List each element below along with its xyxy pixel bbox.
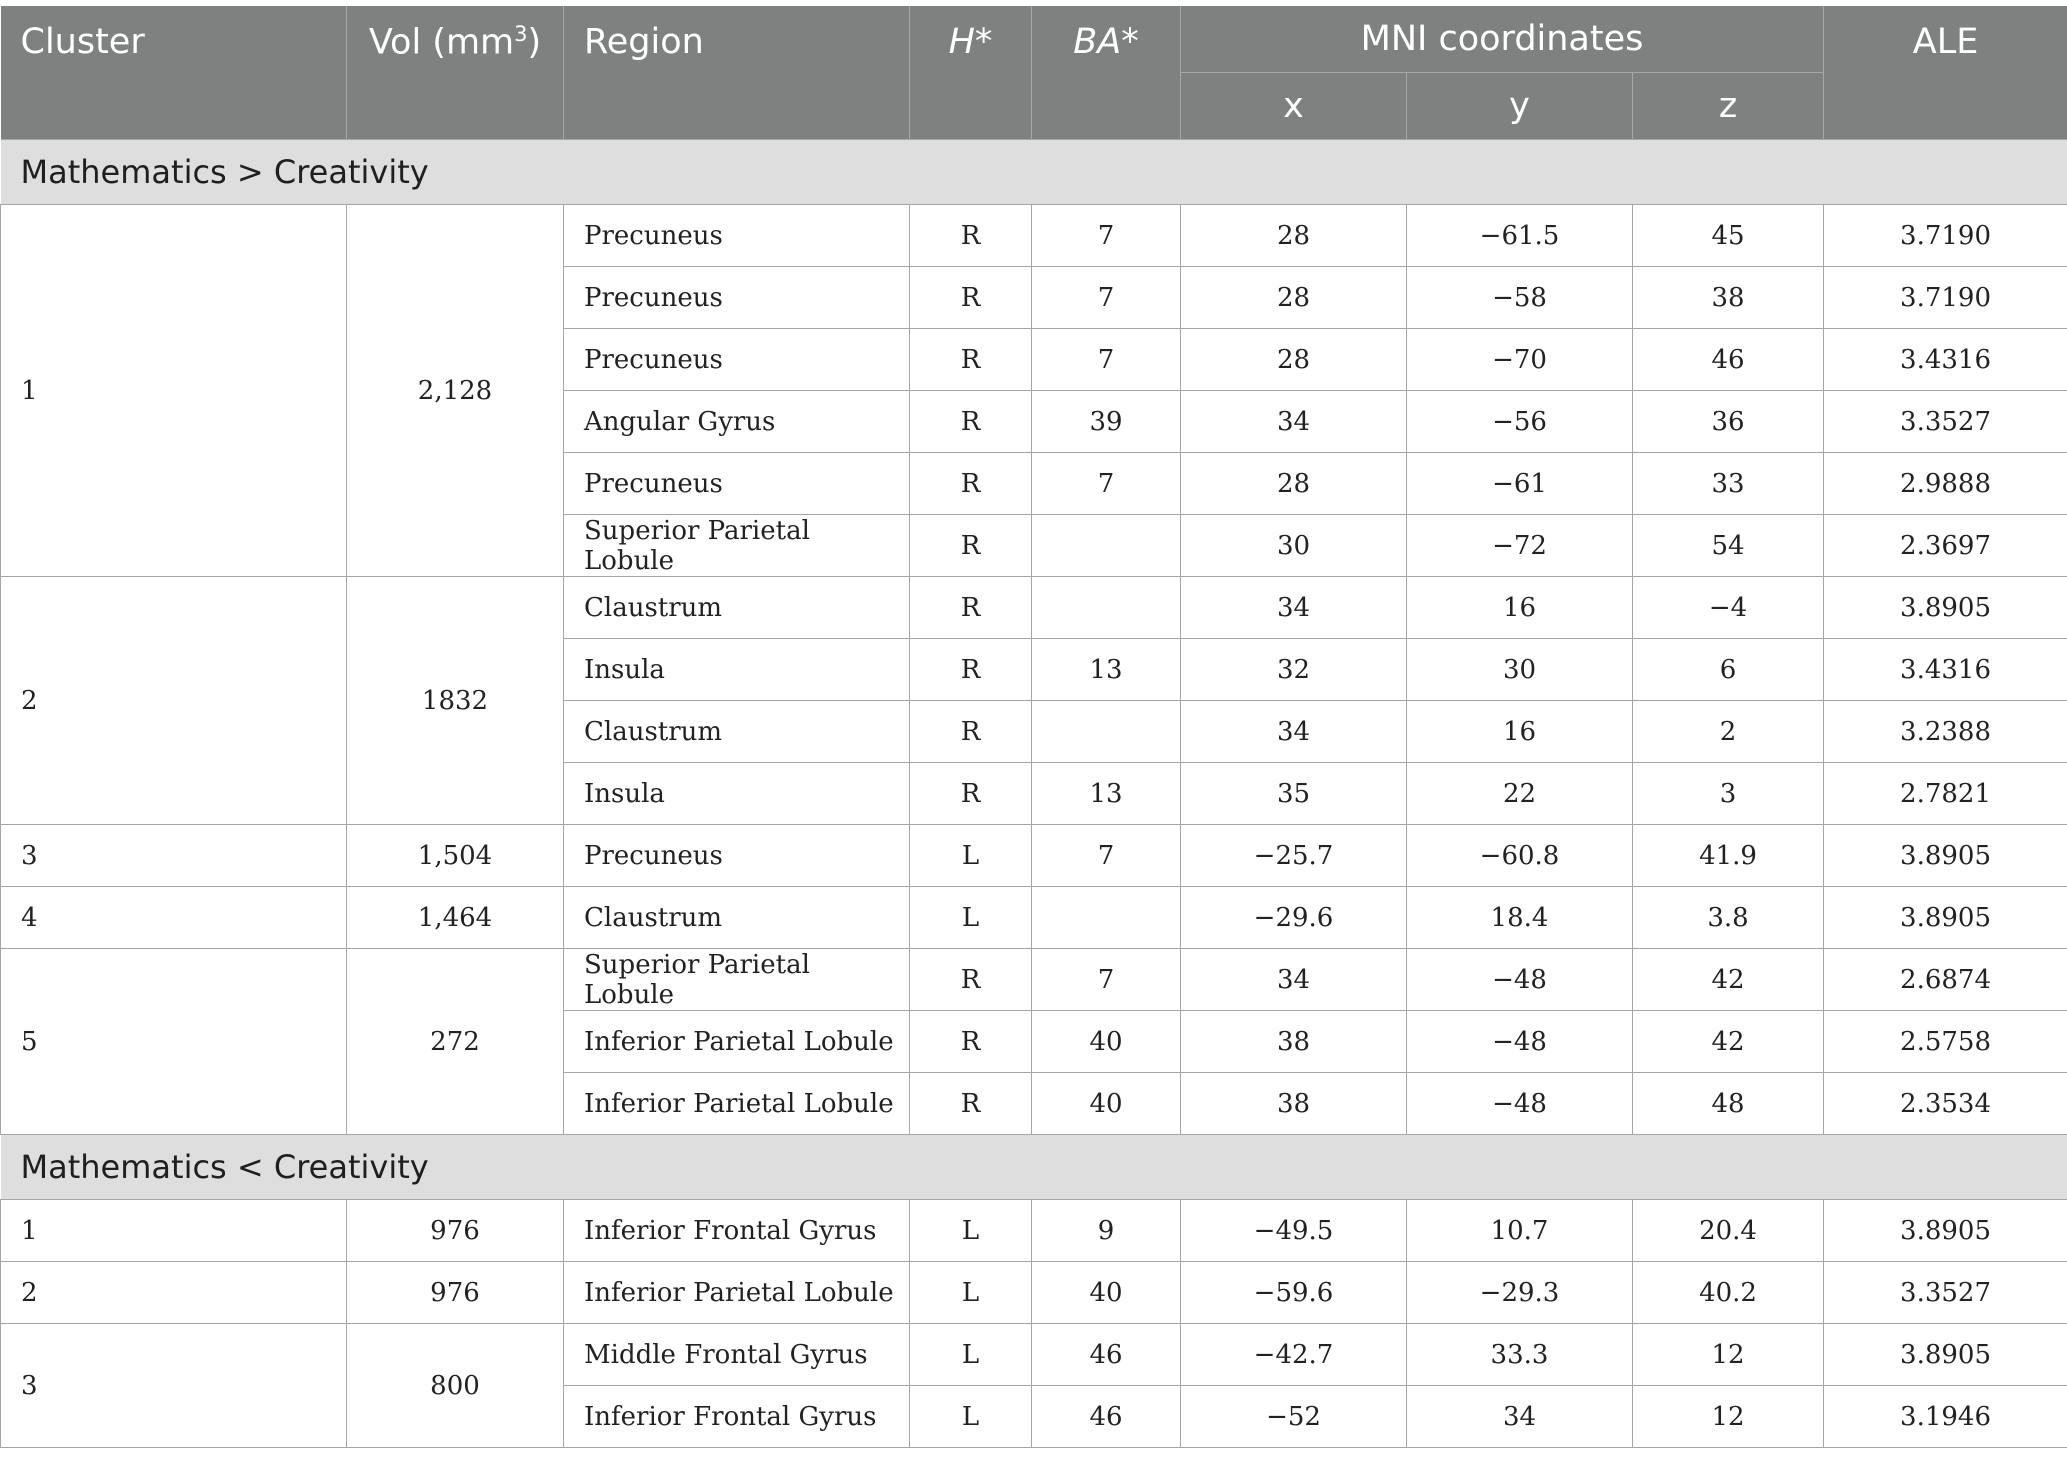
cell-volume: 800: [347, 1324, 564, 1448]
table-row: [1, 825, 2067, 887]
header-cluster: Cluster: [1, 6, 347, 140]
cell-mni-x: −49.5: [1181, 1200, 1407, 1262]
cell-ale: 3.3527: [1824, 1262, 2067, 1324]
cell-mni-x: 35: [1181, 763, 1407, 825]
cell-brodmann-area: 39: [1032, 391, 1181, 453]
cell-hemisphere: R: [910, 391, 1032, 453]
table-row: [1, 949, 2067, 1011]
cell-region: Middle Frontal Gyrus: [564, 1324, 910, 1386]
cell-mni-x: 34: [1181, 391, 1407, 453]
cell-mni-y: 18.4: [1407, 887, 1633, 949]
cell-brodmann-area: 9: [1032, 1200, 1181, 1262]
cell-hemisphere: R: [910, 205, 1032, 267]
cell-brodmann-area: 7: [1032, 949, 1181, 1011]
cell-region: Precuneus: [564, 329, 910, 391]
cell-mni-z: 2: [1633, 701, 1824, 763]
cell-ale: 3.1946: [1824, 1386, 2067, 1448]
cell-ale: 3.7190: [1824, 267, 2067, 329]
cell-volume: 1832: [347, 577, 564, 825]
cell-region: Precuneus: [564, 267, 910, 329]
cell-ale: 2.7821: [1824, 763, 2067, 825]
cell-region: Inferior Frontal Gyrus: [564, 1386, 910, 1448]
cell-cluster: 4: [1, 887, 347, 949]
cell-volume: 1,504: [347, 825, 564, 887]
cell-mni-y: 10.7: [1407, 1200, 1633, 1262]
cell-mni-x: −42.7: [1181, 1324, 1407, 1386]
cell-mni-y: −48: [1407, 949, 1633, 1011]
cell-mni-y: −61: [1407, 453, 1633, 515]
cell-cluster: 2: [1, 577, 347, 825]
cell-region: Angular Gyrus: [564, 391, 910, 453]
cell-volume: 976: [347, 1200, 564, 1262]
cell-mni-y: 34: [1407, 1386, 1633, 1448]
cell-cluster: 3: [1, 1324, 347, 1448]
cell-hemisphere: R: [910, 1073, 1032, 1135]
cell-hemisphere: L: [910, 1200, 1032, 1262]
cell-brodmann-area: 13: [1032, 639, 1181, 701]
cell-mni-x: 28: [1181, 453, 1407, 515]
cell-mni-z: 3.8: [1633, 887, 1824, 949]
table-row: [1, 1262, 2067, 1324]
cell-mni-z: 12: [1633, 1324, 1824, 1386]
cell-hemisphere: R: [910, 267, 1032, 329]
cell-cluster: 3: [1, 825, 347, 887]
cell-mni-z: 42: [1633, 1011, 1824, 1073]
cell-region: Claustrum: [564, 887, 910, 949]
cell-hemisphere: R: [910, 949, 1032, 1011]
cell-mni-z: 38: [1633, 267, 1824, 329]
header-x: x: [1181, 73, 1407, 140]
cell-mni-x: −59.6: [1181, 1262, 1407, 1324]
cell-mni-z: −4: [1633, 577, 1824, 639]
cell-region: Inferior Parietal Lobule: [564, 1262, 910, 1324]
table-row: [1, 887, 2067, 949]
cell-region: Inferior Frontal Gyrus: [564, 1200, 910, 1262]
cell-mni-y: −56: [1407, 391, 1633, 453]
cell-mni-x: 38: [1181, 1011, 1407, 1073]
cell-brodmann-area: 7: [1032, 329, 1181, 391]
table-row: [1, 1200, 2067, 1262]
cell-mni-x: −29.6: [1181, 887, 1407, 949]
cell-ale: 2.5758: [1824, 1011, 2067, 1073]
cell-brodmann-area: 7: [1032, 825, 1181, 887]
table-header: [1, 6, 2067, 140]
cell-mni-x: −25.7: [1181, 825, 1407, 887]
cell-region: Superior Parietal Lobule: [564, 515, 910, 577]
cell-mni-x: 30: [1181, 515, 1407, 577]
cell-hemisphere: R: [910, 701, 1032, 763]
cell-hemisphere: R: [910, 515, 1032, 577]
cell-mni-z: 46: [1633, 329, 1824, 391]
cell-brodmann-area: [1032, 515, 1181, 577]
cell-volume: 976: [347, 1262, 564, 1324]
cell-ale: 3.8905: [1824, 825, 2067, 887]
cell-cluster: 1: [1, 205, 347, 577]
results-table: [0, 6, 2067, 1448]
cell-hemisphere: L: [910, 887, 1032, 949]
cell-brodmann-area: 13: [1032, 763, 1181, 825]
cell-mni-z: 40.2: [1633, 1262, 1824, 1324]
cell-hemisphere: R: [910, 453, 1032, 515]
cell-mni-y: −48: [1407, 1073, 1633, 1135]
cell-mni-x: 34: [1181, 701, 1407, 763]
section-row: [1, 1135, 2067, 1200]
cell-mni-x: 28: [1181, 329, 1407, 391]
cell-mni-y: −72: [1407, 515, 1633, 577]
cell-mni-y: −48: [1407, 1011, 1633, 1073]
cell-mni-y: −58: [1407, 267, 1633, 329]
cell-region: Claustrum: [564, 701, 910, 763]
cell-hemisphere: R: [910, 577, 1032, 639]
header-region: Region: [564, 6, 910, 140]
cell-cluster: 5: [1, 949, 347, 1135]
cell-mni-z: 42: [1633, 949, 1824, 1011]
cell-cluster: 2: [1, 1262, 347, 1324]
cell-brodmann-area: 7: [1032, 267, 1181, 329]
cell-mni-y: −70: [1407, 329, 1633, 391]
cell-mni-y: 16: [1407, 577, 1633, 639]
table-body: [1, 140, 2067, 1448]
cell-brodmann-area: 7: [1032, 205, 1181, 267]
cell-ale: 2.6874: [1824, 949, 2067, 1011]
cell-brodmann-area: 40: [1032, 1262, 1181, 1324]
cell-volume: 2,128: [347, 205, 564, 577]
cell-mni-z: 20.4: [1633, 1200, 1824, 1262]
cell-ale: 3.8905: [1824, 577, 2067, 639]
cell-mni-y: −61.5: [1407, 205, 1633, 267]
cell-cluster: 1: [1, 1200, 347, 1262]
table-row: [1, 577, 2067, 639]
cell-mni-z: 41.9: [1633, 825, 1824, 887]
cell-region: Claustrum: [564, 577, 910, 639]
cell-ale: 3.2388: [1824, 701, 2067, 763]
header-mni-coordinates: MNI coordinates: [1181, 6, 1824, 73]
cell-region: Precuneus: [564, 825, 910, 887]
cell-mni-x: 34: [1181, 577, 1407, 639]
cell-region: Precuneus: [564, 205, 910, 267]
cell-brodmann-area: 46: [1032, 1386, 1181, 1448]
cell-ale: 2.3534: [1824, 1073, 2067, 1135]
cell-mni-x: 32: [1181, 639, 1407, 701]
cell-region: Insula: [564, 763, 910, 825]
cell-ale: 3.7190: [1824, 205, 2067, 267]
cell-hemisphere: L: [910, 1262, 1032, 1324]
cell-brodmann-area: [1032, 887, 1181, 949]
cell-region: Inferior Parietal Lobule: [564, 1073, 910, 1135]
cell-mni-x: 28: [1181, 205, 1407, 267]
cell-brodmann-area: [1032, 701, 1181, 763]
cell-ale: 3.3527: [1824, 391, 2067, 453]
cell-mni-y: 30: [1407, 639, 1633, 701]
cell-hemisphere: R: [910, 763, 1032, 825]
header-brodmann-area: [1032, 6, 1181, 140]
cell-region: Insula: [564, 639, 910, 701]
table-row: [1, 1324, 2067, 1386]
cell-brodmann-area: 40: [1032, 1011, 1181, 1073]
cell-mni-x: 34: [1181, 949, 1407, 1011]
cell-mni-y: 22: [1407, 763, 1633, 825]
cell-mni-y: −29.3: [1407, 1262, 1633, 1324]
cell-ale: 3.4316: [1824, 639, 2067, 701]
cell-volume: 1,464: [347, 887, 564, 949]
table-row: [1, 205, 2067, 267]
cell-mni-z: 36: [1633, 391, 1824, 453]
header-hemisphere-label: H*: [949, 22, 993, 62]
cell-mni-y: 33.3: [1407, 1324, 1633, 1386]
cell-mni-x: −52: [1181, 1386, 1407, 1448]
cell-hemisphere: L: [910, 1324, 1032, 1386]
header-hemisphere: [910, 6, 1032, 140]
cell-ale: 3.8905: [1824, 887, 2067, 949]
cell-mni-z: 12: [1633, 1386, 1824, 1448]
cell-mni-z: 45: [1633, 205, 1824, 267]
header-volume-label: Vol (mm: [369, 23, 514, 63]
cell-ale: 3.8905: [1824, 1324, 2067, 1386]
cell-mni-z: 6: [1633, 639, 1824, 701]
section-title: Mathematics < Creativity: [1, 1135, 2067, 1200]
cell-brodmann-area: 46: [1032, 1324, 1181, 1386]
cell-region: Precuneus: [564, 453, 910, 515]
cell-volume: 272: [347, 949, 564, 1135]
cell-hemisphere: L: [910, 825, 1032, 887]
cell-mni-y: 16: [1407, 701, 1633, 763]
cell-mni-x: 38: [1181, 1073, 1407, 1135]
header-y: y: [1407, 73, 1633, 140]
header-brodmann-label: BA*: [1073, 22, 1138, 62]
cell-hemisphere: R: [910, 1011, 1032, 1073]
cell-mni-z: 3: [1633, 763, 1824, 825]
header-volume-close: ): [528, 23, 542, 63]
cell-hemisphere: R: [910, 329, 1032, 391]
cell-mni-x: 28: [1181, 267, 1407, 329]
cell-ale: 2.9888: [1824, 453, 2067, 515]
cell-brodmann-area: 7: [1032, 453, 1181, 515]
cell-brodmann-area: 40: [1032, 1073, 1181, 1135]
header-volume: [347, 6, 564, 140]
cell-region: Inferior Parietal Lobule: [564, 1011, 910, 1073]
header-ale: ALE: [1824, 6, 2067, 140]
cell-hemisphere: L: [910, 1386, 1032, 1448]
cell-ale: 3.8905: [1824, 1200, 2067, 1262]
cell-mni-z: 54: [1633, 515, 1824, 577]
section-title: Mathematics > Creativity: [1, 140, 2067, 205]
section-row: [1, 140, 2067, 205]
cell-mni-z: 48: [1633, 1073, 1824, 1135]
header-z: z: [1633, 73, 1824, 140]
cell-mni-z: 33: [1633, 453, 1824, 515]
cell-mni-y: −60.8: [1407, 825, 1633, 887]
cell-hemisphere: R: [910, 639, 1032, 701]
cell-ale: 3.4316: [1824, 329, 2067, 391]
header-volume-superscript: 3: [514, 22, 527, 46]
cell-ale: 2.3697: [1824, 515, 2067, 577]
cell-region: Superior Parietal Lobule: [564, 949, 910, 1011]
cell-brodmann-area: [1032, 577, 1181, 639]
